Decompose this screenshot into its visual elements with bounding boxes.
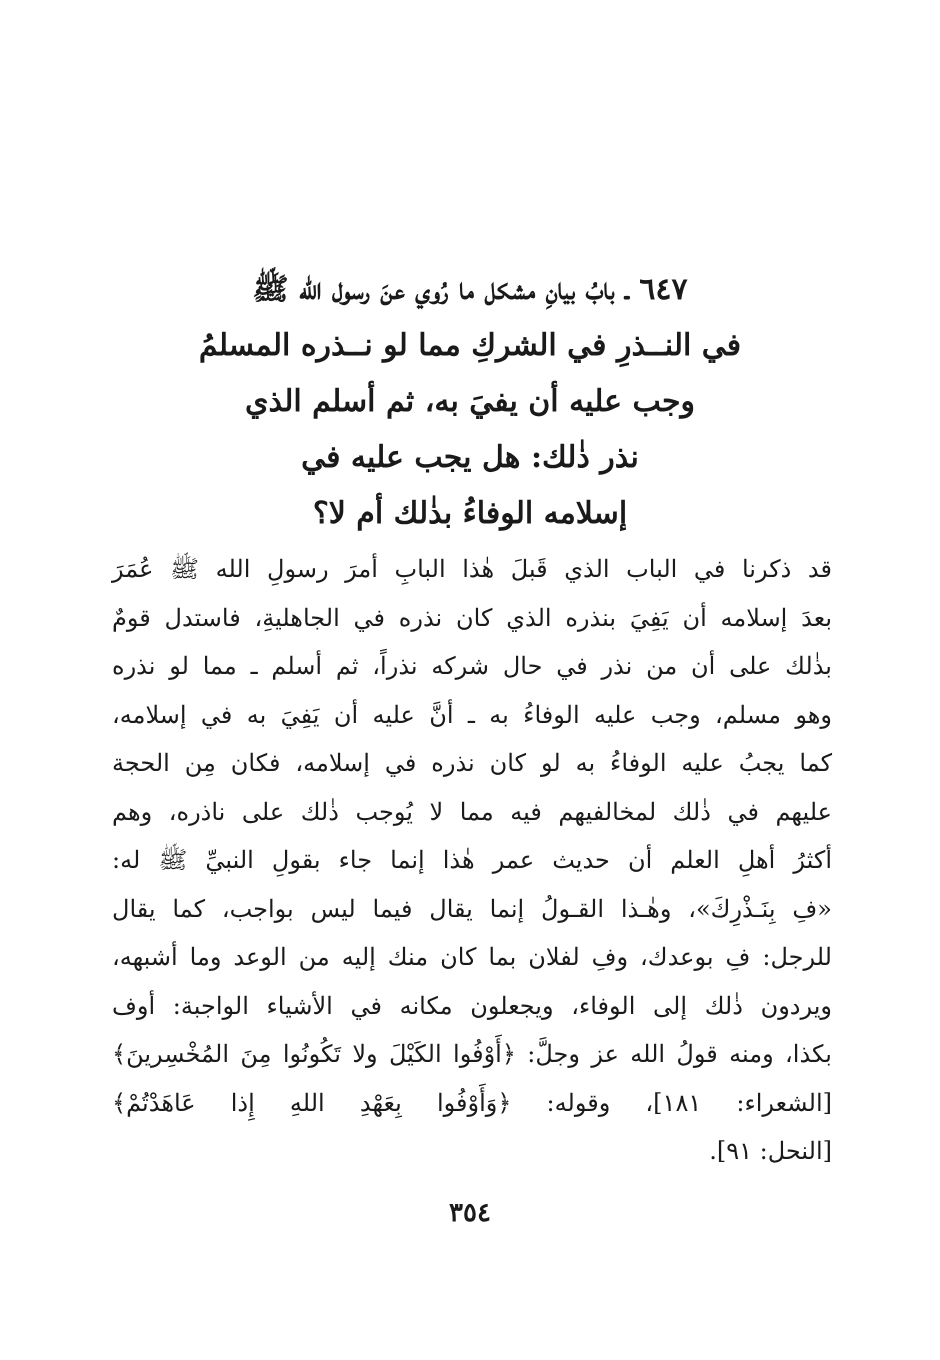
heading-line-2: في النــذرِ في الشركِ مما لو نــذره المسلمُ [198, 328, 742, 363]
heading-line-5: إسلامه الوفاءُ بذٰلك أم لا؟ [312, 496, 628, 531]
page-number: ٣٥٤ [449, 1198, 491, 1228]
heading-line-4: نذر ذٰلك: هل يجب عليه في [301, 440, 639, 475]
body-line-13: [النحل: ٩١]. [709, 1137, 832, 1165]
body-line-8: «فِ بِنَـذْرِكَ»، وهٰـذا القـولُ إنما يقال فيما ليس بواجب، كما يقال [112, 894, 832, 923]
heading-line-1: ٦٤٧ ـ بابُ بيانِ مشكل ما رُوي عنَ رسول الله ﷺ [252, 272, 688, 307]
body-line-4: وهو مسلم، وجب عليه الوفاءُ به ـ أنَّ عليه أن يَفِيَ به في إسلامه، [112, 700, 832, 729]
chapter-heading [120, 262, 820, 542]
body-line-2: بعدَ إسلامه أن يَفِيَ بنذره الذي كان نذره في الجاهليةِ، فاستدل قومٌ [112, 603, 832, 632]
body-line-10: ويردون ذٰلك إلى الوفاء، ويجعلون مكانه في الأشياء الواجبة: أوف [112, 991, 832, 1020]
body-line-9: للرجل: فِ بوعدك، وفِ لفلان بما كان منك إليه من الوعد وما أشبهه، [112, 943, 832, 971]
body-line-11: بكذا، ومنه قولُ الله عز وجلَّ: ﴿أَوْفُوا الكَيْلَ ولا تَكُونُوا مِنَ المُخْسِرينَ﴾ [112, 1040, 832, 1068]
body-line-12: [الشعراء: ١٨١]، وقوله: ﴿وَأَوْفُوا بِعَهْدِ اللهِ إِذا عَاهَدْتُمْ﴾ [112, 1088, 832, 1117]
body-line-3: بذٰلك على أن من نذر في حال شركه نذراً، ثم أسلم ـ مما لو نذره [112, 652, 832, 680]
heading-line-3: وجب عليه أن يفيَ به، ثم أسلم الذي [245, 384, 695, 419]
body-line-7: أكثرُ أهلِ العلم أن حديث عمر هٰذا إنما جاء بقولِ النبيِّ ﷺ له: [112, 846, 832, 874]
body-line-6: عليهم في ذٰلك لمخالفيهم فيه مما لا يُوجب ذٰلك على ناذره، وهم [112, 797, 833, 826]
body-line-1: قد ذكرنا في الباب الذي قَبلَ هٰذا البابِ أمرَ رسولِ الله ﷺ عُمَرَ [112, 555, 832, 583]
body-line-5: كما يجبُ عليه الوفاءُ به لو كان نذره في إسلامه، فكان مِن الحجة [112, 749, 832, 777]
body-paragraph [112, 545, 832, 1176]
